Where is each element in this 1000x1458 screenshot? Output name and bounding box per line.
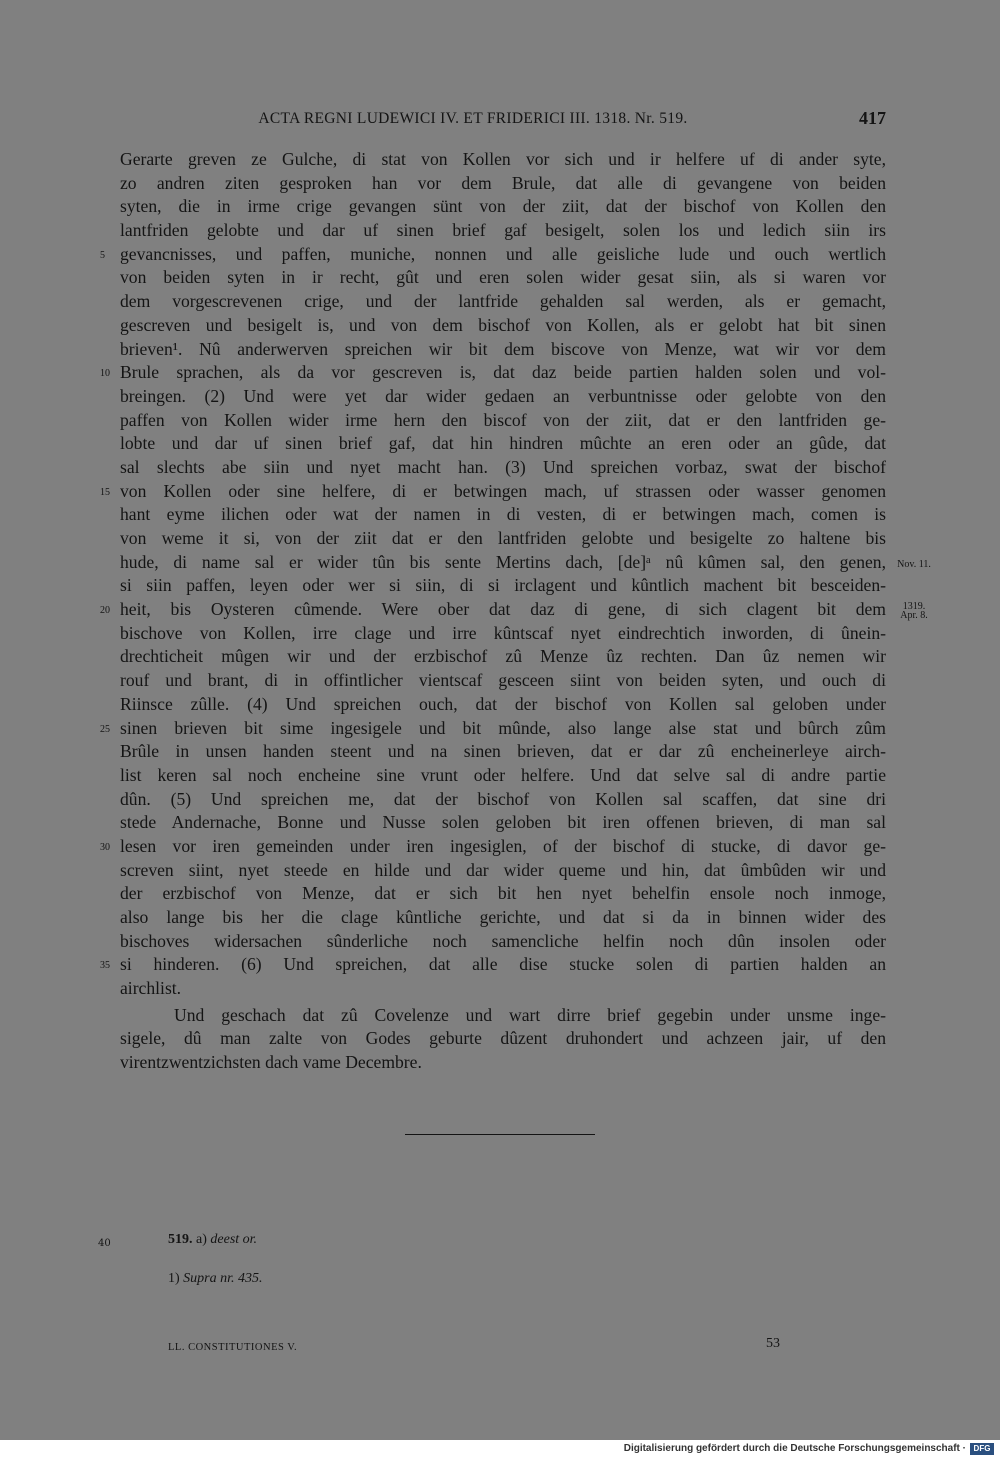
line-text: sal slechts abe siin und nyet macht han. (3) Und spreichen vorbaz, swat der bischof	[120, 456, 886, 477]
line-text: bischoves widersachen sûnderliche noch samencliche helfin noch dûn insolen oder	[120, 930, 886, 951]
line-number: 15	[100, 486, 110, 498]
text-line	[120, 266, 886, 290]
margin-note-apr-year: 1319.	[902, 601, 926, 612]
text-line	[120, 219, 886, 243]
line-number: 20	[100, 605, 110, 617]
text-line	[120, 645, 886, 669]
line-text: lantfriden gelobte und dar uf sinen brief gaf besigelt, solen los und ledich siin irs	[120, 220, 886, 241]
line-text: Riinsce zûlle. (4) Und spreichen ouch, dat der bischof von Kollen sal geloben under	[120, 693, 886, 714]
line-text: airchlist.	[120, 978, 182, 999]
line-text: lobte und dar uf sinen brief gaf, dat hin hindren mûchte an eren oder an gûde, dat	[120, 433, 886, 454]
line-text: lesen vor iren gemeinden under iren ingesiglen, of der bischof di stucke, di davor ge-	[120, 835, 886, 856]
line-text: rouf und brant, di in offintlicher vientscaf gesceen siint von beiden syten, und ouch di	[120, 670, 886, 691]
margin-note-nov: Nov. 11.	[897, 559, 931, 570]
text-line	[120, 385, 886, 409]
line-text: screven siint, nyet steede en hilde und dar wider queme und hin, dat ûmbûden wir und	[120, 859, 886, 880]
footnote-separator	[405, 1134, 595, 1135]
line-text: Brule sprachen, als da vor gescreven is, dat daz beide partien halden solen und vol-	[120, 362, 886, 383]
line-text: breingen. (2) Und were yet dar wider gedaen an verbuntnisse oder gelobte von den	[120, 385, 886, 406]
text-line	[120, 669, 886, 693]
text-line	[120, 314, 886, 338]
text-line	[120, 172, 886, 196]
text-line	[120, 195, 886, 219]
document-body	[100, 148, 886, 1075]
text-line	[120, 527, 886, 551]
text-line	[120, 432, 886, 456]
footnote-a	[168, 1232, 257, 1248]
line-text: syten, die in irme crige gevangen sünt von der ziit, dat der bischof von Kollen den	[120, 196, 886, 217]
text-line	[120, 148, 886, 172]
footer-sheet-number: 53	[766, 1336, 780, 1351]
text-line	[120, 693, 886, 717]
text-line	[100, 480, 886, 504]
text-line	[100, 835, 886, 859]
text-line	[100, 243, 886, 267]
line-text: von beiden syten in ir recht, gût und eren solen wider gesat siin, als si waren vor	[120, 267, 886, 288]
funding-note: Digitalisierung gefördert durch die Deutsche Forschungsgemeinschaft ·	[623, 1443, 966, 1454]
footnote-1	[168, 1271, 263, 1287]
text-line	[120, 338, 886, 362]
text-line	[120, 740, 886, 764]
dfg-logo-icon: DFG	[970, 1443, 994, 1455]
footnote-a-text: deest or.	[210, 1232, 258, 1247]
running-head-title: ACTA REGNI LUDEWICI IV. ET FRIDERICI III. 1318. Nr. 519.	[258, 110, 688, 127]
text-line	[100, 598, 886, 622]
line-text: zo andren ziten gesproken han vor dem Brule, dat alle di gevangene von beiden	[120, 172, 886, 193]
closing-line: Und geschach dat zû Covelenze und wart dirre brief gegebin under unsme inge-	[174, 1004, 886, 1025]
text-line	[100, 717, 886, 741]
text-line	[120, 811, 886, 835]
line-text: sinen brieven bit sime ingesigele und bit mûnde, also lange alse stat und bûrch zûm	[120, 717, 886, 738]
closing-line: sigele, dû man zalte von Godes geburte dûzent druhondert und achzeen jair, uf den	[120, 1028, 886, 1049]
line-text: brieven¹. Nû anderwerven spreichen wir bit dem biscove von Menze, wat wir vor dem	[120, 338, 886, 359]
line-text: si hinderen. (6) Und spreichen, dat alle dise stucke solen di partien halden an	[120, 954, 886, 975]
line-text: dem vorgescrevenen crige, und der lantfride gehalden sal werden, als er gemacht,	[120, 291, 886, 312]
footer-signature: LL. CONSTITUTIONES V.	[168, 1342, 298, 1353]
footnote-a-marker: a)	[196, 1232, 207, 1247]
text-line	[120, 409, 886, 433]
line-text: heit, bis Oysteren cûmende. Were ober dat daz di gene, di sich clagent bit dem	[120, 599, 886, 620]
line-text: drechticheit mûgen wir und der erzbischof zû Menze ûz rechten. Dan ûz nemen wir	[120, 646, 886, 667]
text-line	[120, 859, 886, 883]
text-line	[120, 290, 886, 314]
margin-note-apr	[890, 602, 938, 620]
page-number: 417	[859, 108, 886, 128]
line-text: bischove von Kollen, irre clage und irre kûntscaf nyet eindrechtich inworden, di ûnein-	[120, 622, 886, 643]
line-text: si siin paffen, leyen oder wer si siin, di si irclagent und kûntlich machent bit besceiden-	[120, 575, 886, 596]
line-text: stede Andernache, Bonne und Nusse solen geloben bit iren offenen brieven, di man sal	[120, 812, 886, 833]
line-number: 5	[100, 249, 105, 261]
text-line	[120, 882, 886, 906]
line-text: hude, di name sal er wider tûn bis sente Mertins dach, [de]ᵃ nû kûmen sal, den genen,	[120, 551, 886, 572]
line-text: von weme it si, von der ziit dat er den lantfriden gelobte und besigelte zo haltene bis	[120, 528, 886, 548]
line-number: 10	[100, 368, 110, 380]
line-text: list keren sal noch encheine sine vrunt oder helfere. Und dat selve sal di andre partie	[120, 764, 886, 785]
line-text: Brûle in unsen handen steent und na sinen brieven, dat er dar zû encheinerleye airch-	[120, 741, 886, 762]
line-number: 25	[100, 723, 110, 735]
text-line	[120, 503, 886, 527]
running-head	[120, 108, 886, 132]
line-number: 35	[100, 960, 110, 972]
text-line	[120, 456, 886, 480]
line-text: der erzbischof von Menze, dat er sich bit hen nyet behelfin ensole noch inmoge,	[120, 883, 886, 904]
line-text: Gerarte greven ze Gulche, di stat von Kollen vor sich und ir helfere uf di ander syte,	[120, 149, 886, 169]
text-line	[120, 977, 886, 1001]
text-line	[120, 930, 886, 954]
text-line	[120, 764, 886, 788]
footnote-1-marker: 1)	[168, 1271, 180, 1286]
line-text: gevancnisses, und paffen, muniche, nonnen und alle geisliche lude und ouch wertlich	[120, 243, 886, 264]
line-text: hant eyme ilichen oder wat der namen in di vesten, di er betwingen mach, comen is	[120, 504, 886, 525]
line-text: paffen von Kollen wider irme hern den biscof von der ziit, dat er den lantfriden ge-	[120, 409, 886, 430]
line-text: dûn. (5) Und spreichen me, dat der bischof von Kollen sal scaffen, dat sine dri	[120, 788, 886, 809]
line-text: also lange bis her die clage kûntliche gerichte, und dat si da in binnen wider des	[120, 907, 886, 927]
line-text: von Kollen oder sine helfere, di er betwingen mach, uf strassen oder wasser genomen	[120, 480, 886, 501]
footnote-a-number: 519.	[168, 1232, 193, 1247]
line-text: gescreven und besigelt is, und von dem bischof von Kollen, als er gelobt hat bit sinen	[120, 314, 886, 335]
text-line	[120, 906, 886, 930]
margin-note-apr-day: Apr. 8.	[900, 610, 928, 621]
closing-line: virentzwentzichsten dach vame Decembre.	[120, 1052, 422, 1073]
text-line	[120, 788, 886, 812]
line-number: 30	[100, 841, 110, 853]
text-line	[120, 574, 886, 598]
text-line	[120, 551, 886, 575]
text-line	[120, 622, 886, 646]
footnote-line-number: 40	[98, 1238, 111, 1249]
footnote-1-text: Supra nr. 435.	[183, 1271, 263, 1286]
text-line	[100, 953, 886, 977]
text-line	[100, 361, 886, 385]
